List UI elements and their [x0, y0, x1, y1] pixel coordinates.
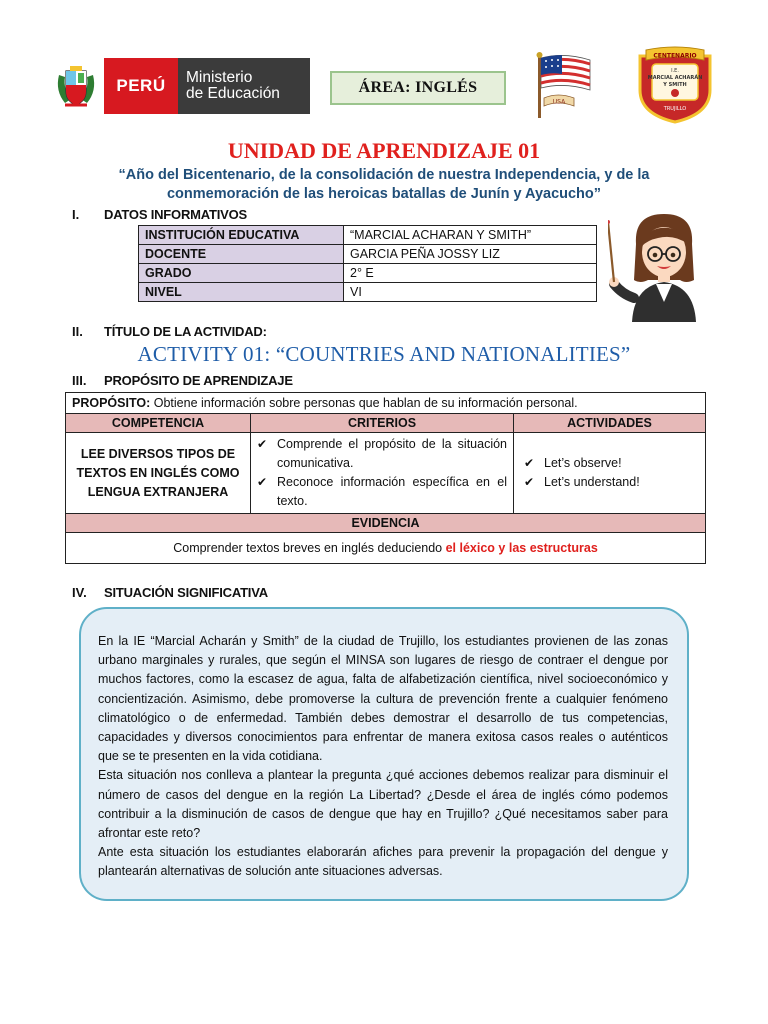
activity-title: ACTIVITY 01: “COUNTRIES AND NATIONALITIES”: [137, 342, 631, 366]
situacion-paragraph: En la IE “Marcial Acharán y Smith” de la ciudad de Trujillo, los estudiantes provienen de las zonas urbano marginales y rurales, que según el MINSA son lugares de riesgo de contraer el dengue por muchos factores, como la escasez de agua, falta de alfabetización científica, nivel socioeconómico y concientización. Asimismo, debe promoverse la cultura de prevención frente a cualquier fenómeno climatológico o de enfermedad. También debes demostrar el desarrollo de tus competencias, capacidades y diversos conocimientos para enfrentar de manera exitosa casos reales o auténticos que se te presenten en la vida cotidiana.: [98, 634, 668, 764]
peru-label: PERÚ: [104, 58, 178, 114]
peru-shield-icon: [48, 58, 104, 114]
datos-key: NIVEL: [139, 283, 344, 302]
datos-key: DOCENTE: [139, 245, 344, 264]
evidencia-highlight: el léxico y las estructuras: [445, 541, 598, 555]
check-icon: ✔: [524, 456, 535, 470]
section-number: III.: [72, 373, 87, 388]
section-heading-datos: [72, 207, 247, 222]
evidencia-cell: [66, 533, 706, 564]
competencia-cell: [66, 433, 251, 514]
section-number: II.: [72, 324, 83, 339]
ministry-line2: de Educación: [186, 85, 280, 102]
criterio-text: Reconoce información específica en el texto.: [277, 475, 507, 508]
datos-value: 2° E: [344, 264, 597, 283]
situacion-paragraph: Ante esta situación los estudiantes elaborarán afiches para prevenir la propagación del dengue y plantearán alternativas de solución ante situaciones adversas.: [98, 845, 668, 879]
ministry-logo: [48, 58, 310, 114]
flag-banner-text: USA: [552, 98, 566, 106]
evidencia-header-row: [66, 514, 706, 533]
list-item: [524, 454, 699, 473]
seal-text-3: Y SMITH: [663, 82, 687, 88]
header-criterios: CRITERIOS: [251, 414, 514, 433]
datos-table: [138, 225, 597, 302]
seal-top-text: CENTENARIO: [653, 52, 697, 60]
usa-flag-icon: [534, 50, 596, 122]
section-heading-titulo: [72, 324, 267, 339]
proposito-text: Obtiene información sobre personas que hablan de su información personal.: [150, 396, 578, 410]
proposito-cell: [66, 393, 706, 414]
ministry-line1: Ministerio: [186, 69, 253, 86]
list-item: [257, 473, 507, 511]
section-title: PROPÓSITO DE APRENDIZAJE: [104, 373, 293, 388]
competencia-line: LENGUA EXTRANJERA: [87, 484, 229, 499]
competencia-line: LEE DIVERSOS TIPOS DE: [80, 446, 236, 461]
evidencia-label: EVIDENCIA: [66, 514, 706, 533]
table-row: [139, 264, 597, 283]
section-number: I.: [72, 207, 80, 222]
datos-value: GARCIA PEÑA JOSSY LIZ: [344, 245, 597, 264]
criterio-text: Comprende el propósito de la situación comunicativa.: [277, 437, 507, 470]
list-item: [257, 435, 507, 473]
ministry-name: [178, 58, 310, 114]
situacion-paragraph: Esta situación nos conlleva a plantear la pregunta ¿qué acciones debemos realizar para disminuir el número de casos del dengue en la región La Libertad? ¿Desde el área de inglés cómo podemos contribuir a la disminución de casos de dengue que hay en Trujillo? ¿Qué necesitamos saber para afrontar este reto?: [98, 768, 668, 841]
table-row: [66, 393, 706, 414]
actividad-text: Let’s understand!: [544, 475, 640, 489]
proposito-table: [65, 392, 706, 564]
header-actividades: ACTIVIDADES: [514, 414, 706, 433]
proposito-label: PROPÓSITO:: [72, 396, 151, 410]
section-title: TÍTULO DE LA ACTIVIDAD:: [104, 324, 267, 339]
check-icon: ✔: [524, 475, 535, 489]
seal-text-2: MARCIAL ACHARÁN: [647, 75, 703, 81]
actividades-cell: [514, 433, 706, 514]
datos-value: “MARCIAL ACHARAN Y SMITH”: [344, 226, 597, 245]
year-title: [90, 166, 678, 204]
unit-title: UNIDAD DE APRENDIZAJE 01: [227, 138, 541, 163]
table-row: [139, 245, 597, 264]
table-header-row: [66, 414, 706, 433]
teacher-illustration: [608, 210, 718, 322]
list-item: [524, 473, 699, 492]
area-badge: ÁREA: INGLÉS: [330, 71, 506, 105]
table-row: [139, 226, 597, 245]
competencia-line: TEXTOS EN INGLÉS COMO: [76, 465, 240, 480]
section-heading-proposito: [72, 373, 293, 388]
criterios-cell: [251, 433, 514, 514]
section-title: DATOS INFORMATIVOS: [104, 207, 248, 222]
header-competencia: COMPETENCIA: [66, 414, 251, 433]
actividad-text: Let’s observe!: [544, 456, 622, 470]
section-heading-situacion: [72, 585, 268, 600]
table-row: [139, 283, 597, 302]
section-number: IV.: [72, 585, 87, 600]
datos-value: VI: [344, 283, 597, 302]
datos-key: GRADO: [139, 264, 344, 283]
year-title-line1: “Año del Bicentenario, de la consolidación de nuestra Independencia, y de la: [118, 167, 650, 183]
seal-bottom-text: TRUJILLO: [663, 106, 687, 112]
datos-key: INSTITUCIÓN EDUCATIVA: [139, 226, 344, 245]
year-title-line2: conmemoración de las heroicas batallas de Junín y Ayacucho”: [166, 186, 602, 202]
situacion-box: [79, 607, 689, 901]
check-icon: ✔: [257, 437, 268, 451]
evidencia-text: Comprender textos breves en inglés deduciendo: [173, 541, 446, 555]
table-row: [66, 433, 706, 514]
check-icon: ✔: [257, 475, 268, 489]
seal-text-1: I.E.: [671, 68, 679, 74]
evidencia-row: [66, 533, 706, 564]
section-title: SITUACIÓN SIGNIFICATIVA: [104, 585, 268, 600]
school-seal-icon: [632, 46, 718, 124]
